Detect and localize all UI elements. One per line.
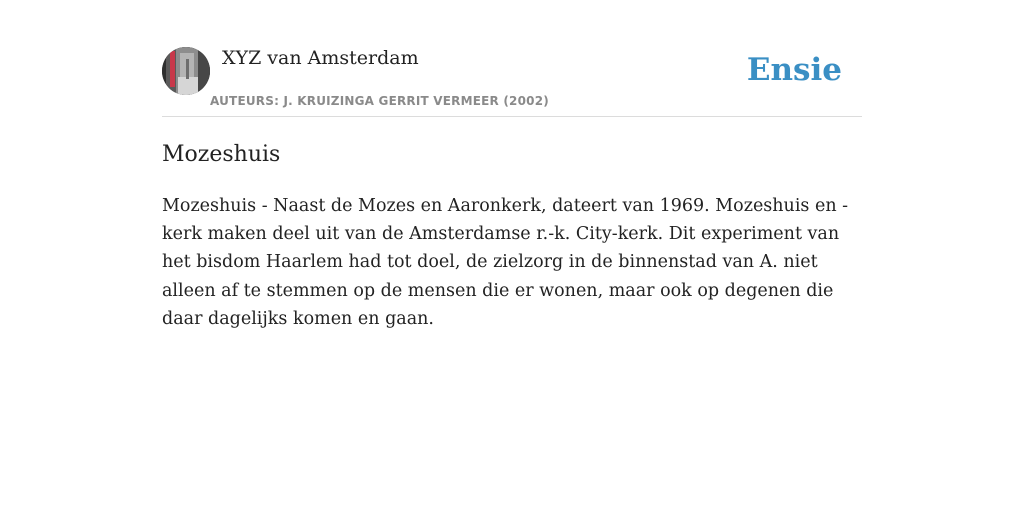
book-cover-thumbnail[interactable] [162, 47, 210, 95]
brand-logo[interactable]: Ensie [746, 52, 842, 88]
entry-body: Mozeshuis - Naast de Mozes en Aaronkerk, dateert van 1969. Mozeshuis en -kerk maken deel uit van de Amsterdamse r.-k. City-kerk. Dit experiment van het bisdom Haarlem had tot doel, de zielzorg in de binnenstad van A. niet alleen af te stemmen op de mensen die er wonen, maar ook op degenen die daar dagelijks komen en gaan. [162, 196, 849, 329]
entry-title: Mozeshuis [162, 142, 281, 167]
book-title[interactable]: XYZ van Amsterdam [222, 47, 419, 69]
authors-line: AUTEURS: J. KRUIZINGA GERRIT VERMEER (2002) [210, 94, 549, 108]
book-cover-image [162, 47, 210, 95]
book-header [162, 46, 862, 117]
